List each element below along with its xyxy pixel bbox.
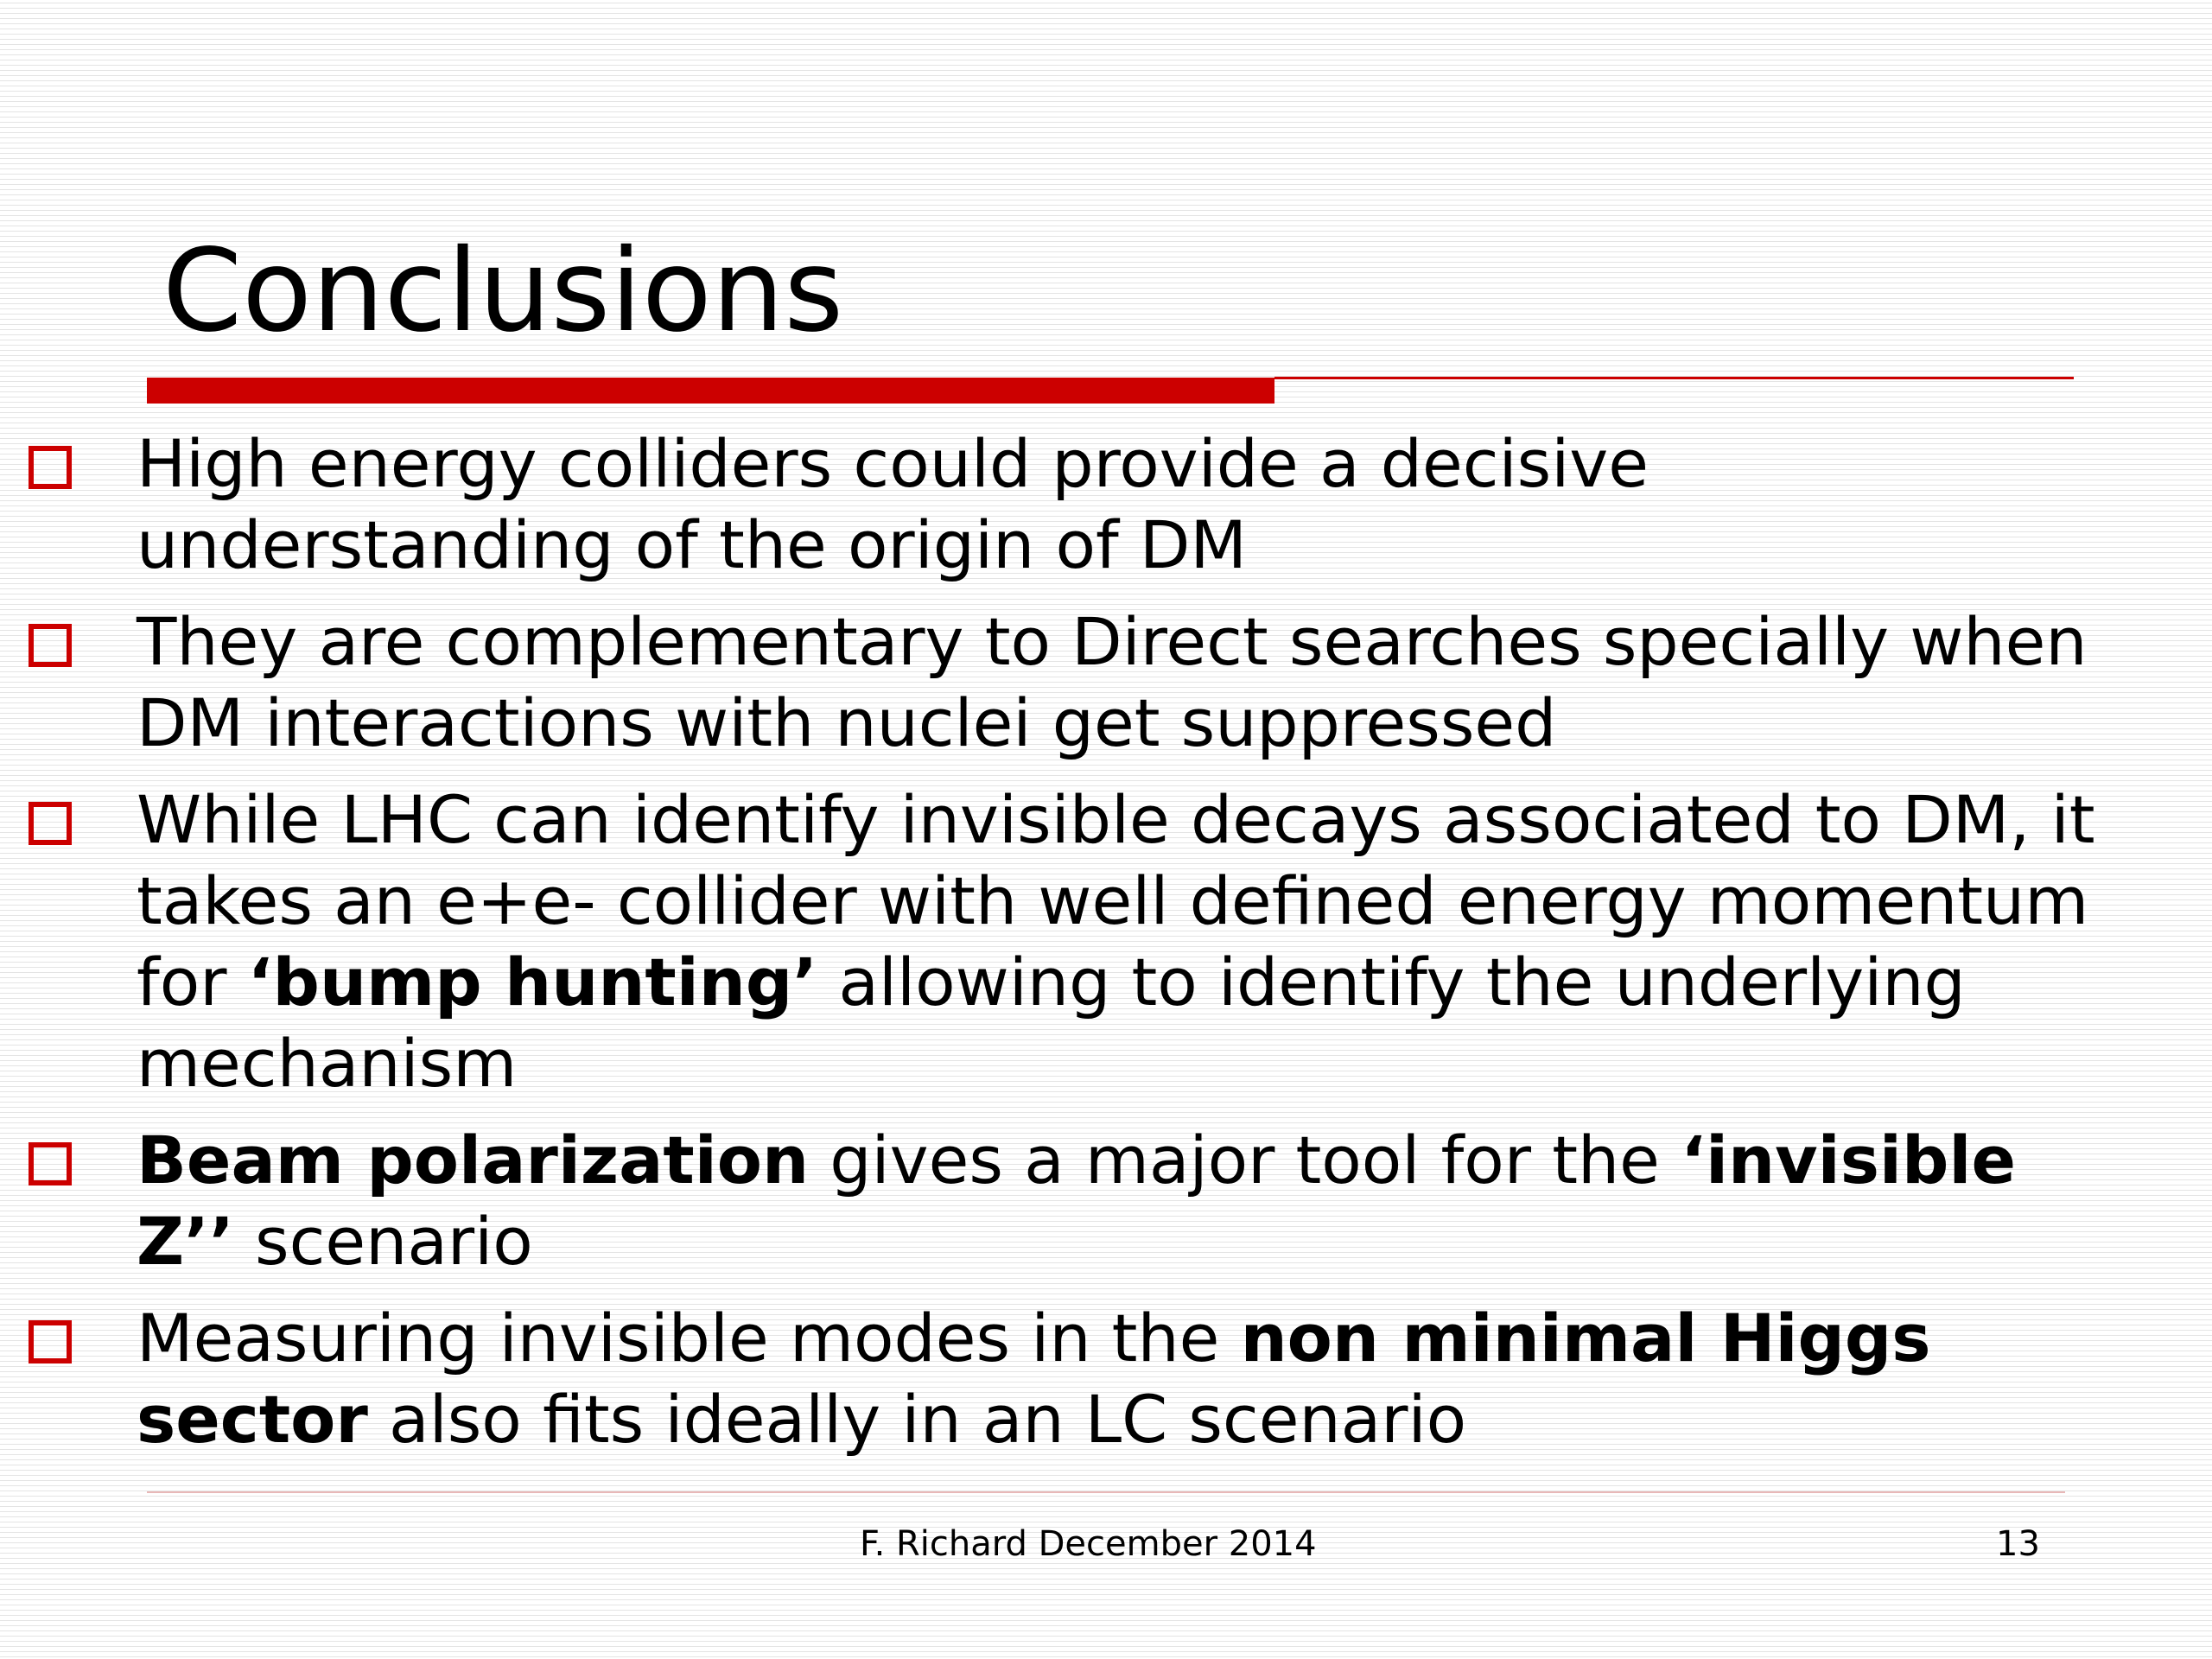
text-run: understanding of the origin of DM bbox=[137, 506, 1247, 583]
bold-text: Beam polarization bbox=[137, 1122, 810, 1198]
text-run: mechanism bbox=[137, 1025, 518, 1102]
bullet-text bbox=[137, 1298, 2195, 1460]
text-run: They are complementary to Direct searches specially when bbox=[137, 603, 2088, 680]
text-run: DM interactions with nuclei get suppressed bbox=[137, 684, 1557, 761]
bullet-item bbox=[0, 423, 2212, 586]
bullet-item bbox=[0, 601, 2212, 764]
bullet-text bbox=[137, 601, 2195, 764]
bullet-line bbox=[137, 1023, 2195, 1104]
bullet-line bbox=[137, 861, 2195, 942]
bold-text: non minimal Higgs bbox=[1240, 1300, 1931, 1376]
bullet-text bbox=[137, 423, 2195, 586]
footer-rule bbox=[147, 1491, 2065, 1493]
hollow-square-icon bbox=[29, 802, 72, 845]
text-run: scenario bbox=[233, 1203, 533, 1280]
bold-text: Z’’ bbox=[137, 1203, 234, 1280]
bullet-line bbox=[137, 1201, 2195, 1282]
footer-author-date: F. Richard December 2014 bbox=[860, 1524, 1317, 1564]
text-run: takes an e+e- collider with well defined energy momentum bbox=[137, 862, 2089, 939]
bullet-line bbox=[137, 779, 2195, 861]
bullet-item bbox=[0, 779, 2212, 1104]
page-number: 13 bbox=[1996, 1524, 2040, 1564]
bold-text: ‘bump hunting’ bbox=[247, 944, 818, 1020]
bullet-text bbox=[137, 779, 2195, 1104]
text-run: High energy colliders could provide a decisive bbox=[137, 425, 1649, 502]
text-run: for bbox=[137, 944, 248, 1020]
hollow-square-icon bbox=[29, 1320, 72, 1363]
bullet-list bbox=[0, 423, 2212, 1476]
bullet-line bbox=[137, 942, 2195, 1023]
bold-text: ‘invisible bbox=[1681, 1122, 2016, 1198]
text-run: While LHC can identify invisible decays associated to DM, it bbox=[137, 781, 2095, 858]
title-underline-thin bbox=[1274, 377, 2074, 379]
bullet-line bbox=[137, 683, 2195, 764]
bullet-line bbox=[137, 505, 2195, 586]
bullet-line bbox=[137, 1298, 2195, 1379]
slide-title: Conclusions bbox=[162, 225, 844, 358]
bullet-text bbox=[137, 1120, 2195, 1282]
hollow-square-icon bbox=[29, 446, 72, 489]
text-run: allowing to identify the underlying bbox=[817, 944, 1966, 1020]
text-run: gives a major tool for the bbox=[809, 1122, 1681, 1198]
text-run: also fits ideally in an LC scenario bbox=[367, 1381, 1467, 1458]
bullet-line bbox=[137, 1120, 2195, 1201]
hollow-square-icon bbox=[29, 1142, 72, 1185]
bullet-item bbox=[0, 1298, 2212, 1460]
bullet-line bbox=[137, 1379, 2195, 1460]
text-run: Measuring invisible modes in the bbox=[137, 1300, 1241, 1376]
bullet-line bbox=[137, 601, 2195, 683]
hollow-square-icon bbox=[29, 624, 72, 667]
bullet-item bbox=[0, 1120, 2212, 1282]
title-underline-thick bbox=[147, 378, 1274, 404]
bold-text: sector bbox=[137, 1381, 368, 1458]
bullet-line bbox=[137, 423, 2195, 505]
